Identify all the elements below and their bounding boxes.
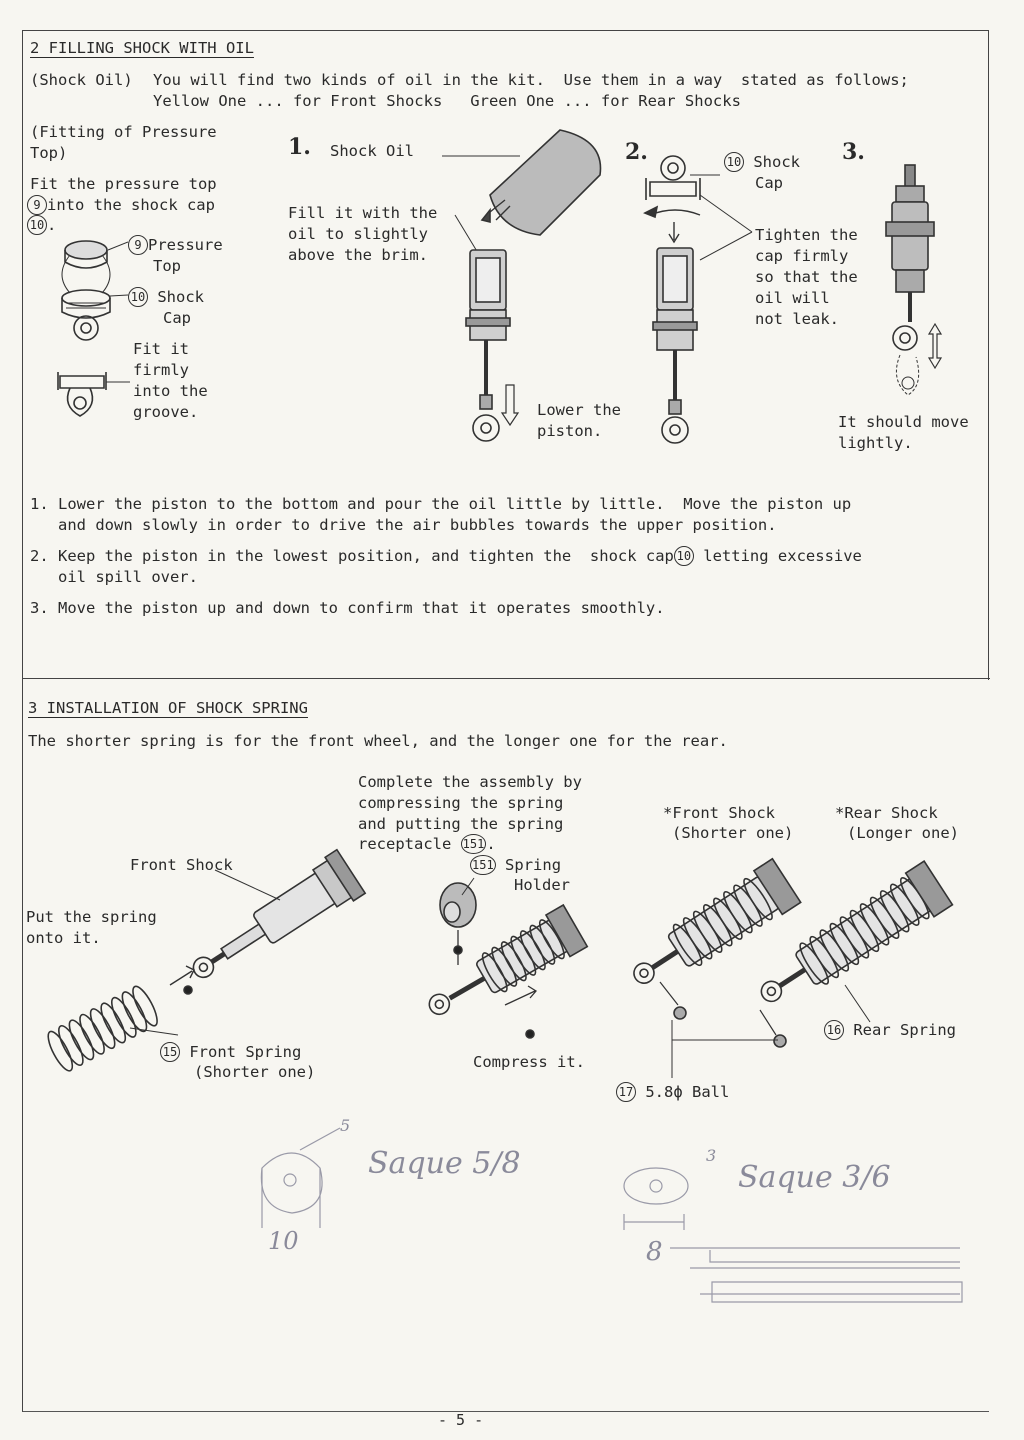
- fitting-title-2: Top): [30, 144, 68, 162]
- step1-text-3: above the brim.: [288, 246, 428, 264]
- spring-intro: The shorter spring is for the front wheel, and the longer one for the rear.: [28, 732, 728, 750]
- fit-firmly-1: Fit it: [133, 340, 189, 358]
- front-shock-label: Front Shock: [130, 856, 233, 874]
- oil-bottle-illustration: [442, 130, 601, 253]
- complete-1: Complete the assembly by: [358, 773, 582, 791]
- step2-shock-cap-text: Shock: [753, 153, 801, 171]
- spring-holder-assembly: [419, 878, 588, 1038]
- step3-number: 3.: [842, 139, 865, 165]
- shock-body-step1: [466, 250, 518, 441]
- shock-cap-label-2: Cap: [163, 309, 191, 327]
- shock-body-step2: [653, 248, 697, 443]
- instruction-2a-post: letting excessive: [703, 547, 862, 565]
- fit-firmly-3: into the: [133, 382, 208, 400]
- part-number: 10: [724, 152, 744, 172]
- fit-line3-text: .: [47, 216, 57, 234]
- shock-cap-illustration: [62, 290, 128, 340]
- part-number: 10: [27, 215, 47, 235]
- shock-oil-line1: You will find two kinds of oil in the kit. Use them in a way stated as follows;: [153, 71, 909, 89]
- lower-piston-2: piston.: [537, 422, 603, 440]
- fitted-cap-illustration: [58, 372, 130, 416]
- shock-oil-line2: Yellow One ... for Front Shocks Green One ... for Rear Shocks: [153, 92, 741, 110]
- step3-text-1: It should move: [838, 413, 969, 431]
- step1-number: 1.: [288, 134, 311, 160]
- pressure-top-label-2: Top: [153, 257, 181, 275]
- front-spring-label-2: (Shorter one): [194, 1063, 316, 1081]
- step2-shock-cap-2: Cap: [755, 174, 783, 192]
- front-shock-star-2: (Shorter one): [672, 824, 794, 842]
- front-shock-star-1: *Front Shock: [663, 804, 775, 822]
- hand-note-left: Saque 5/8: [368, 1146, 521, 1181]
- part-number: 17: [616, 1082, 636, 1102]
- pressure-top-text: Pressure: [148, 236, 223, 254]
- part-number: 151: [461, 834, 487, 854]
- complete-4-text: receptacle: [358, 835, 452, 853]
- step3-text-2: lightly.: [838, 434, 913, 452]
- front-spring-text: Front Spring: [189, 1043, 302, 1061]
- step2-text-1: Tighten the: [755, 226, 858, 244]
- complete-4-end: .: [486, 835, 496, 853]
- step2-text-2: cap firmly: [755, 247, 849, 265]
- rear-shock-star-2: (Longer one): [847, 824, 959, 842]
- hand-sketch-right: [624, 1168, 962, 1302]
- part-number: 10: [674, 546, 694, 566]
- part-number: 9: [128, 235, 148, 255]
- spring-holder-text: Spring: [505, 856, 562, 874]
- rear-spring-text: Rear Spring: [853, 1021, 956, 1039]
- instruction-2a-pre: 2. Keep the piston in the lowest position, and tighten the shock cap: [30, 547, 674, 565]
- step2-number: 2.: [625, 139, 648, 165]
- hand-note-left-num: 5: [340, 1116, 351, 1135]
- section-title-spring: 3 INSTALLATION OF SHOCK SPRING: [28, 699, 308, 717]
- section-title-filling: 2 FILLING SHOCK WITH OIL: [30, 39, 254, 57]
- hand-note-right-dim: 8: [646, 1237, 663, 1267]
- step2-text-3: so that the: [755, 268, 858, 286]
- front-shock-exploded: [170, 850, 365, 995]
- part-number: 9: [27, 195, 47, 215]
- compress-label: Compress it.: [473, 1053, 585, 1071]
- fit-firmly-2: firmly: [133, 361, 189, 379]
- page-number: - 5 -: [438, 1411, 484, 1429]
- instruction-1b: and down slowly in order to drive the air bubbles towards the upper position.: [30, 516, 777, 534]
- shock-oil-label: (Shock Oil): [30, 71, 133, 89]
- front-spring-illustration: [44, 983, 178, 1073]
- pressure-top-illustration: [62, 241, 128, 293]
- rear-shock-star-1: *Rear Shock: [835, 804, 938, 822]
- spring-holder-label-2: Holder: [514, 876, 570, 894]
- complete-3: and putting the spring: [358, 815, 564, 833]
- lower-piston-1: Lower the: [537, 401, 621, 419]
- hand-note-right-num: 3: [706, 1146, 717, 1165]
- shock-cap-step2: [645, 156, 752, 260]
- step1-shock-oil-label: Shock Oil: [330, 142, 414, 160]
- part-number: 15: [160, 1042, 180, 1062]
- hand-note-left-dim: 10: [268, 1227, 299, 1255]
- hand-sketch-left: [261, 1128, 340, 1228]
- complete-2: compressing the spring: [358, 794, 564, 812]
- step1-text-2: oil to slightly: [288, 225, 428, 243]
- fit-line1: Fit the pressure top: [30, 175, 217, 193]
- instruction-3: 3. Move the piston up and down to confirm that it operates smoothly.: [30, 599, 665, 617]
- part-number: 10: [128, 287, 148, 307]
- ball-leader-lines: [672, 1020, 778, 1078]
- part-number: 151: [470, 855, 496, 875]
- put-spring-1: Put the spring: [26, 908, 157, 926]
- step2-text-5: not leak.: [755, 310, 839, 328]
- fitting-title-1: (Fitting of Pressure: [30, 123, 217, 141]
- step2-text-4: oil will: [755, 289, 830, 307]
- fit-firmly-4: groove.: [133, 403, 199, 421]
- step1-text-1: Fill it with the: [288, 204, 438, 222]
- instruction-1a: 1. Lower the piston to the bottom and pour the oil little by little. Move the piston up: [30, 495, 852, 513]
- shock-assembled-step3: [886, 165, 941, 395]
- ball-text: 5.8ϕ Ball: [645, 1083, 730, 1101]
- put-spring-2: onto it.: [26, 929, 101, 947]
- hand-note-right: Saque 3/6: [738, 1160, 891, 1195]
- fit-line2-text: into the shock cap: [47, 196, 215, 214]
- instruction-2b: oil spill over.: [30, 568, 198, 586]
- shock-cap-text: Shock: [157, 288, 205, 306]
- part-number: 16: [824, 1020, 844, 1040]
